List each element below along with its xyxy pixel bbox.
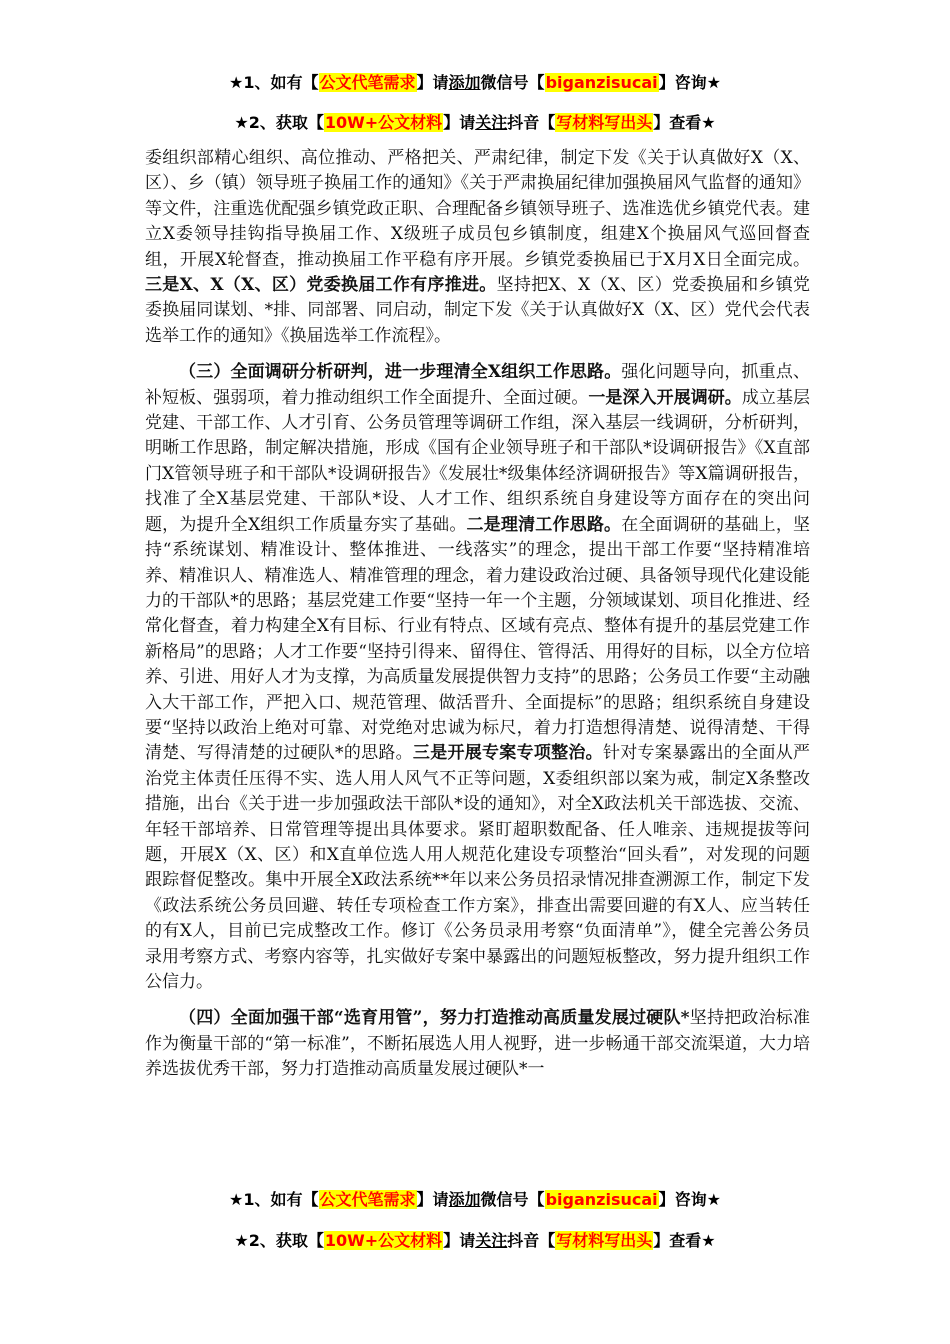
banner-text: ★1、如有【: [229, 73, 319, 92]
banner-highlight: 公文代笔需求: [319, 73, 416, 92]
ad-banner-line-2: [0, 110, 950, 133]
section-heading: （三）全面调研分析研判，进一步理清全X组织工作思路。: [179, 362, 622, 383]
ad-banner-line-3: [0, 1187, 950, 1210]
paragraph-3: [145, 1006, 810, 1082]
paragraph-1: [145, 146, 810, 349]
body-text: 强化问题导向，抓重点、补短板、强弱项，着力推动组织工作全面提升、全面过硬。: [145, 362, 811, 408]
banner-text: 抖音【: [507, 113, 556, 132]
body-text: *的思路；基层党建工作要“坚持一年一个主题，分领域谋划、项目化推进、经常化督查，着力构建全X有目标、行业有特点、区域有亮点、整体有提升的基层党建工作新格局”的思路；人才工作要“坚持引得来、留得住、管得活、用得好的目标，: [145, 590, 810, 662]
bold-heading: 一是深入开展调研。: [588, 387, 742, 408]
emphasis-text: 建设政治过硬、具备领导现代化建设能力的干部队: [145, 565, 811, 611]
body-text: ”的思路；公务员工作要“主动融入大干部工作，严把入口、规范管理、做活晋升、全面提标”的思路；组织系统自身建设要“坚持以政治上绝对可靠、对党绝对忠诚为标尺，着力打造想得清楚、说得清楚、干得清楚、写得清楚的过硬队*的思路。: [145, 667, 810, 764]
banner-highlight: 写材料写出头: [556, 1231, 653, 1250]
ad-banner-line-4: [0, 1228, 950, 1251]
banner-text: 】请: [443, 113, 476, 132]
section-heading: （四）全面加强干部“选育用管”，努力打造推动高质量发展过硬队*: [179, 1008, 690, 1029]
banner-text: 】请: [416, 73, 449, 92]
banner-text: 】咨询★: [658, 73, 721, 92]
banner-highlight: 写材料写出头: [556, 113, 653, 132]
body-text: 在全面调研的基础上，坚持“系统谋划、精准设计、整体推进、一线落实”的理念，提出干部工作要“坚持精准培养、精准识人、精准选人、精准管理的理念，着力: [145, 514, 811, 586]
banner-underline: 添加: [448, 73, 481, 92]
ad-banner-line-1: [0, 70, 950, 93]
body-text: 坚持把政治标准作为衡量干部的“第一标准”，不断拓展选人用人视野，进一步畅通干部交流渠道，大力培养选拔优秀干部，努力打造推动高质量发展过硬队*一: [145, 1008, 811, 1080]
body-text: 委组织部精心组织、高位推动、严格把关、严肃纪律，制定下发《关于认真做好X（X、区）、乡（镇）领导班子换届工作的通知》《关于严肃换届纪律加强换届风气监督的通知》等文件，注重选优配强乡镇党政正职、合理配备乡镇领导班子、选准选优乡镇党代表。建立X委领导挂钩指导换届工作、X级班子成员包乡镇制度，组建X个换届风气巡回督查组，开展X轮督查，推动换届工作平稳有序开展。乡镇党委换届已于X月X日全面完成。: [145, 148, 810, 270]
emphasis-text: 以全方位培养、引进、用好人才为支撑，为高质量发展提供智力支持: [145, 641, 810, 688]
banner-text: 】查看★: [653, 113, 716, 132]
banner-text: 】请: [416, 1190, 449, 1209]
banner-highlight: biganzisucai: [545, 73, 658, 92]
banner-text: 】请: [443, 1231, 476, 1250]
banner-text: ★2、获取【: [234, 1231, 324, 1250]
banner-underline: 添加: [448, 1190, 481, 1209]
banner-text: ★1、如有【: [229, 1190, 319, 1209]
banner-highlight: 10W+公文材料: [324, 113, 443, 132]
paragraph-2: [145, 360, 810, 995]
bold-heading: 三是X、X（X、区）党委换届工作有序推进。: [145, 275, 497, 296]
banner-text: ★2、获取【: [234, 113, 324, 132]
banner-text: 微信号【: [480, 73, 545, 92]
document-body: [145, 146, 810, 1083]
banner-highlight: 公文代笔需求: [319, 1190, 416, 1209]
banner-text: 抖音【: [507, 1231, 556, 1250]
body-text: 针对专案暴露出的全面从严治党主体责任压得不实、选人用人风气不正等问题，X委组织部以案为戒，制定X条整改措施，出台《关于进一步加强政法干部队*设的通知》，对全X政法机关干部选拔、交流、年轻干部培养、日常管理等提出具体要求。紧盯超职数配备、任人唯亲、违规提拔等问题，开展X（X、区）和X直单位选人用人规范化建设专项整治“回头看”，对发现的问题跟踪督促整改。集中开展全X政法系统**年以来公务员招录情况排查溯源工作，制定下发《政法系统公务员回避、转任专项检查工作方案》，排查出需要回避的有X人、应当转任的有X人，目前已完成整改工作。修订《公务员录用考察“负面清单”》，健全完善公务员录用考察方式、考察内容等，扎实做好专案中暴露出的问题短板整改，努力提升组织工作公信力。: [145, 743, 811, 992]
body-text: 坚持把X、X（X、区）党委换届和乡镇党委换届同谋划、*排、同部署、同启动，制定下发《关于认真做好X（X、区）党代会代表选举工作的通知》《换届选举工作流程》。: [145, 275, 810, 346]
bold-heading: 三是开展专案专项整治。: [412, 743, 603, 764]
body-text: 成立基层党建、干部工作、人才引育、公务员管理等调研工作组，深入基层一线调研，分析研判，明晰工作思路，制定解决措施，形成《国有企业领导班子和干部队*设调研报告》《X直部门X管领导班子和干部队*设调研报告》《发展壮*级集体经济调研报告》等X篇调研报告，找准了全X基层党建、干部队*设、人才工作、组织系统自身建设等方面存在的突出问题，为提升全X组织工作质量夯实了基础。: [145, 387, 811, 535]
banner-underline: 关注: [475, 1231, 508, 1250]
banner-highlight: biganzisucai: [545, 1190, 658, 1209]
banner-underline: 关注: [475, 113, 508, 132]
banner-highlight: 10W+公文材料: [324, 1231, 443, 1250]
banner-text: 微信号【: [480, 1190, 545, 1209]
banner-text: 】咨询★: [658, 1190, 721, 1209]
bold-heading: 二是理清工作思路。: [466, 514, 622, 535]
banner-text: 】查看★: [653, 1231, 716, 1250]
